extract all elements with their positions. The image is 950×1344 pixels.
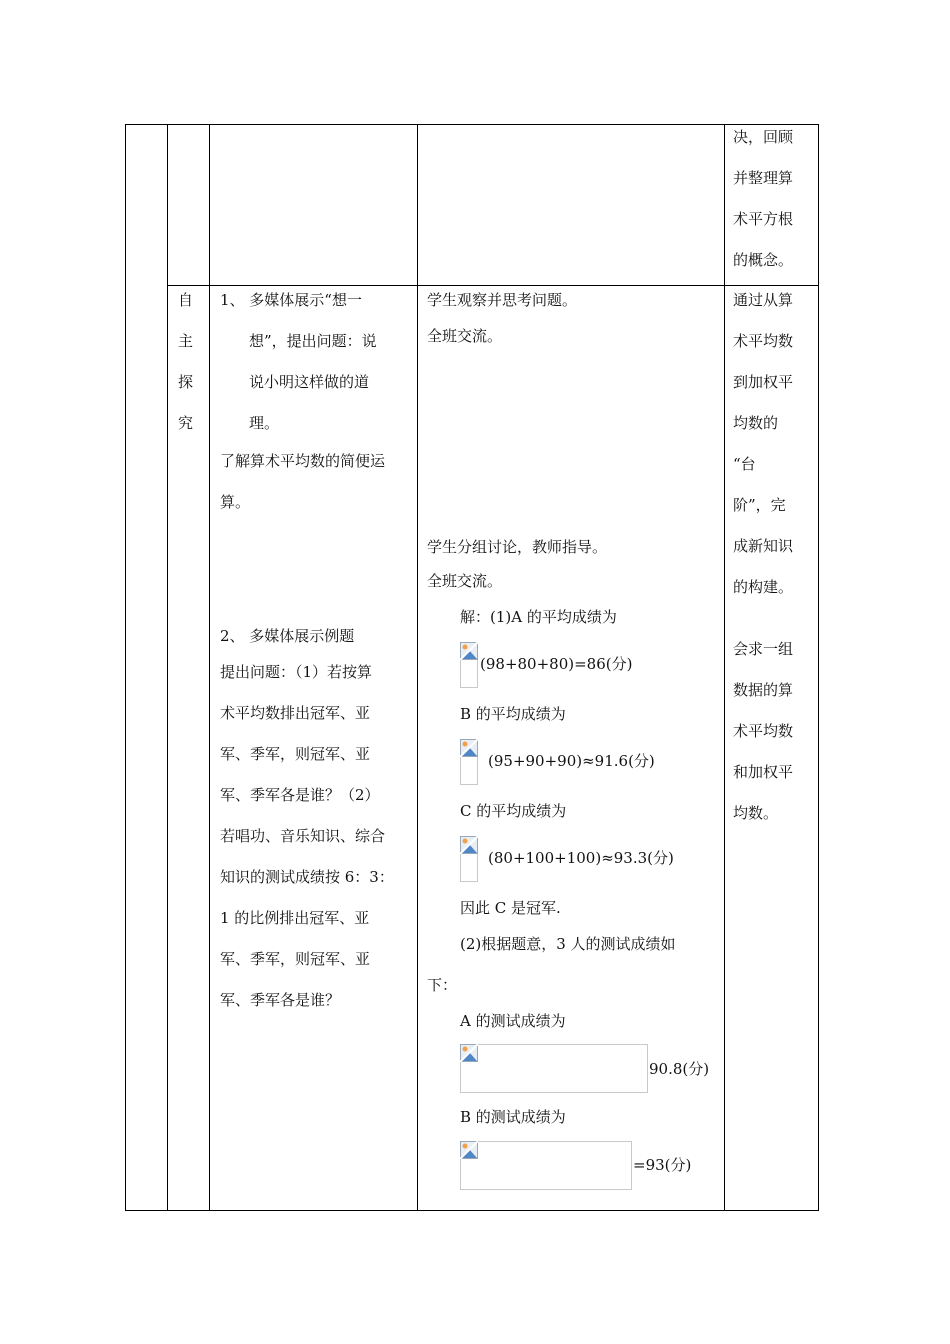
design-intent-part2: 会求一组 数据的算 术平均数 和加权平 均数。 <box>733 640 794 822</box>
a-test-label: A 的测试成绩为 <box>460 1012 566 1030</box>
section-label: 自 主 探 究 <box>178 291 194 432</box>
part2-line-b: 下： <box>427 976 458 994</box>
b-test-label: B 的测试成绩为 <box>460 1108 566 1126</box>
table-border-bottom <box>125 1210 819 1211</box>
broken-image-icon <box>460 739 478 757</box>
student-line-3: 学生分组讨论，教师指导。 <box>427 538 608 556</box>
table-border-top <box>125 124 819 125</box>
row1-design-intent: 决，回顾 并整理算 术平方根 的概念。 <box>733 128 794 269</box>
student-line-1: 学生观察并思考问题。 <box>427 291 578 309</box>
equation-a: (98+80+80)=86(分) <box>480 655 633 673</box>
solution-intro: 解：(1)A 的平均成绩为 <box>460 608 617 626</box>
activity-item2-title: 2、 多媒体展示例题 <box>220 627 355 645</box>
conclusion: 因此 C 是冠军. <box>460 899 561 917</box>
a-test-value: 90.8(分) <box>649 1060 710 1078</box>
equation-b: (95+90+90)≈91.6(分) <box>488 752 655 770</box>
table-border-left <box>125 124 126 1211</box>
formula-image-b-test <box>460 1141 632 1190</box>
design-intent-part1: 通过从算 术平均数 到加权平 均数的 “台 阶”，完 成新知识 的构建。 <box>733 291 794 596</box>
student-line-4: 全班交流。 <box>427 572 503 590</box>
activity-item1-title: 1、 多媒体展示“想一 <box>220 291 362 309</box>
broken-image-icon <box>460 642 478 660</box>
student-line-2: 全班交流。 <box>427 327 503 345</box>
equation-c: (80+100+100)≈93.3(分) <box>488 849 674 867</box>
part2-line-a: (2)根据题意，3 人的测试成绩如 <box>460 935 676 953</box>
col-divider-1 <box>167 124 168 1211</box>
broken-image-icon <box>460 1044 478 1062</box>
col-divider-4 <box>724 124 725 1211</box>
broken-image-icon <box>460 836 478 854</box>
activity-item2-body: 提出问题：（1）若按算 术平均数排出冠军、亚 军、季军，则冠军、亚 军、季军各是谁？（2） 若唱功、音乐知识、综合 知识的测试成绩按 6：3： 1 的比例排出冠军、亚 军、季军，则冠军、亚 军、季军各是谁？ <box>220 663 394 1009</box>
formula-image-a-test <box>460 1044 648 1093</box>
activity-item1-body: 想”，提出问题：说 说小明这样做的道 理。 <box>249 332 377 432</box>
activity-note: 了解算术平均数的简便运 算。 <box>220 452 386 511</box>
table-border-right <box>818 124 819 1211</box>
row-divider <box>167 285 819 286</box>
col-divider-2 <box>209 124 210 1211</box>
broken-image-icon <box>460 1141 478 1159</box>
c-average-label: C 的平均成绩为 <box>460 802 567 820</box>
col-divider-3 <box>417 124 418 1211</box>
b-test-value: =93(分) <box>633 1156 692 1174</box>
b-average-label: B 的平均成绩为 <box>460 705 566 723</box>
